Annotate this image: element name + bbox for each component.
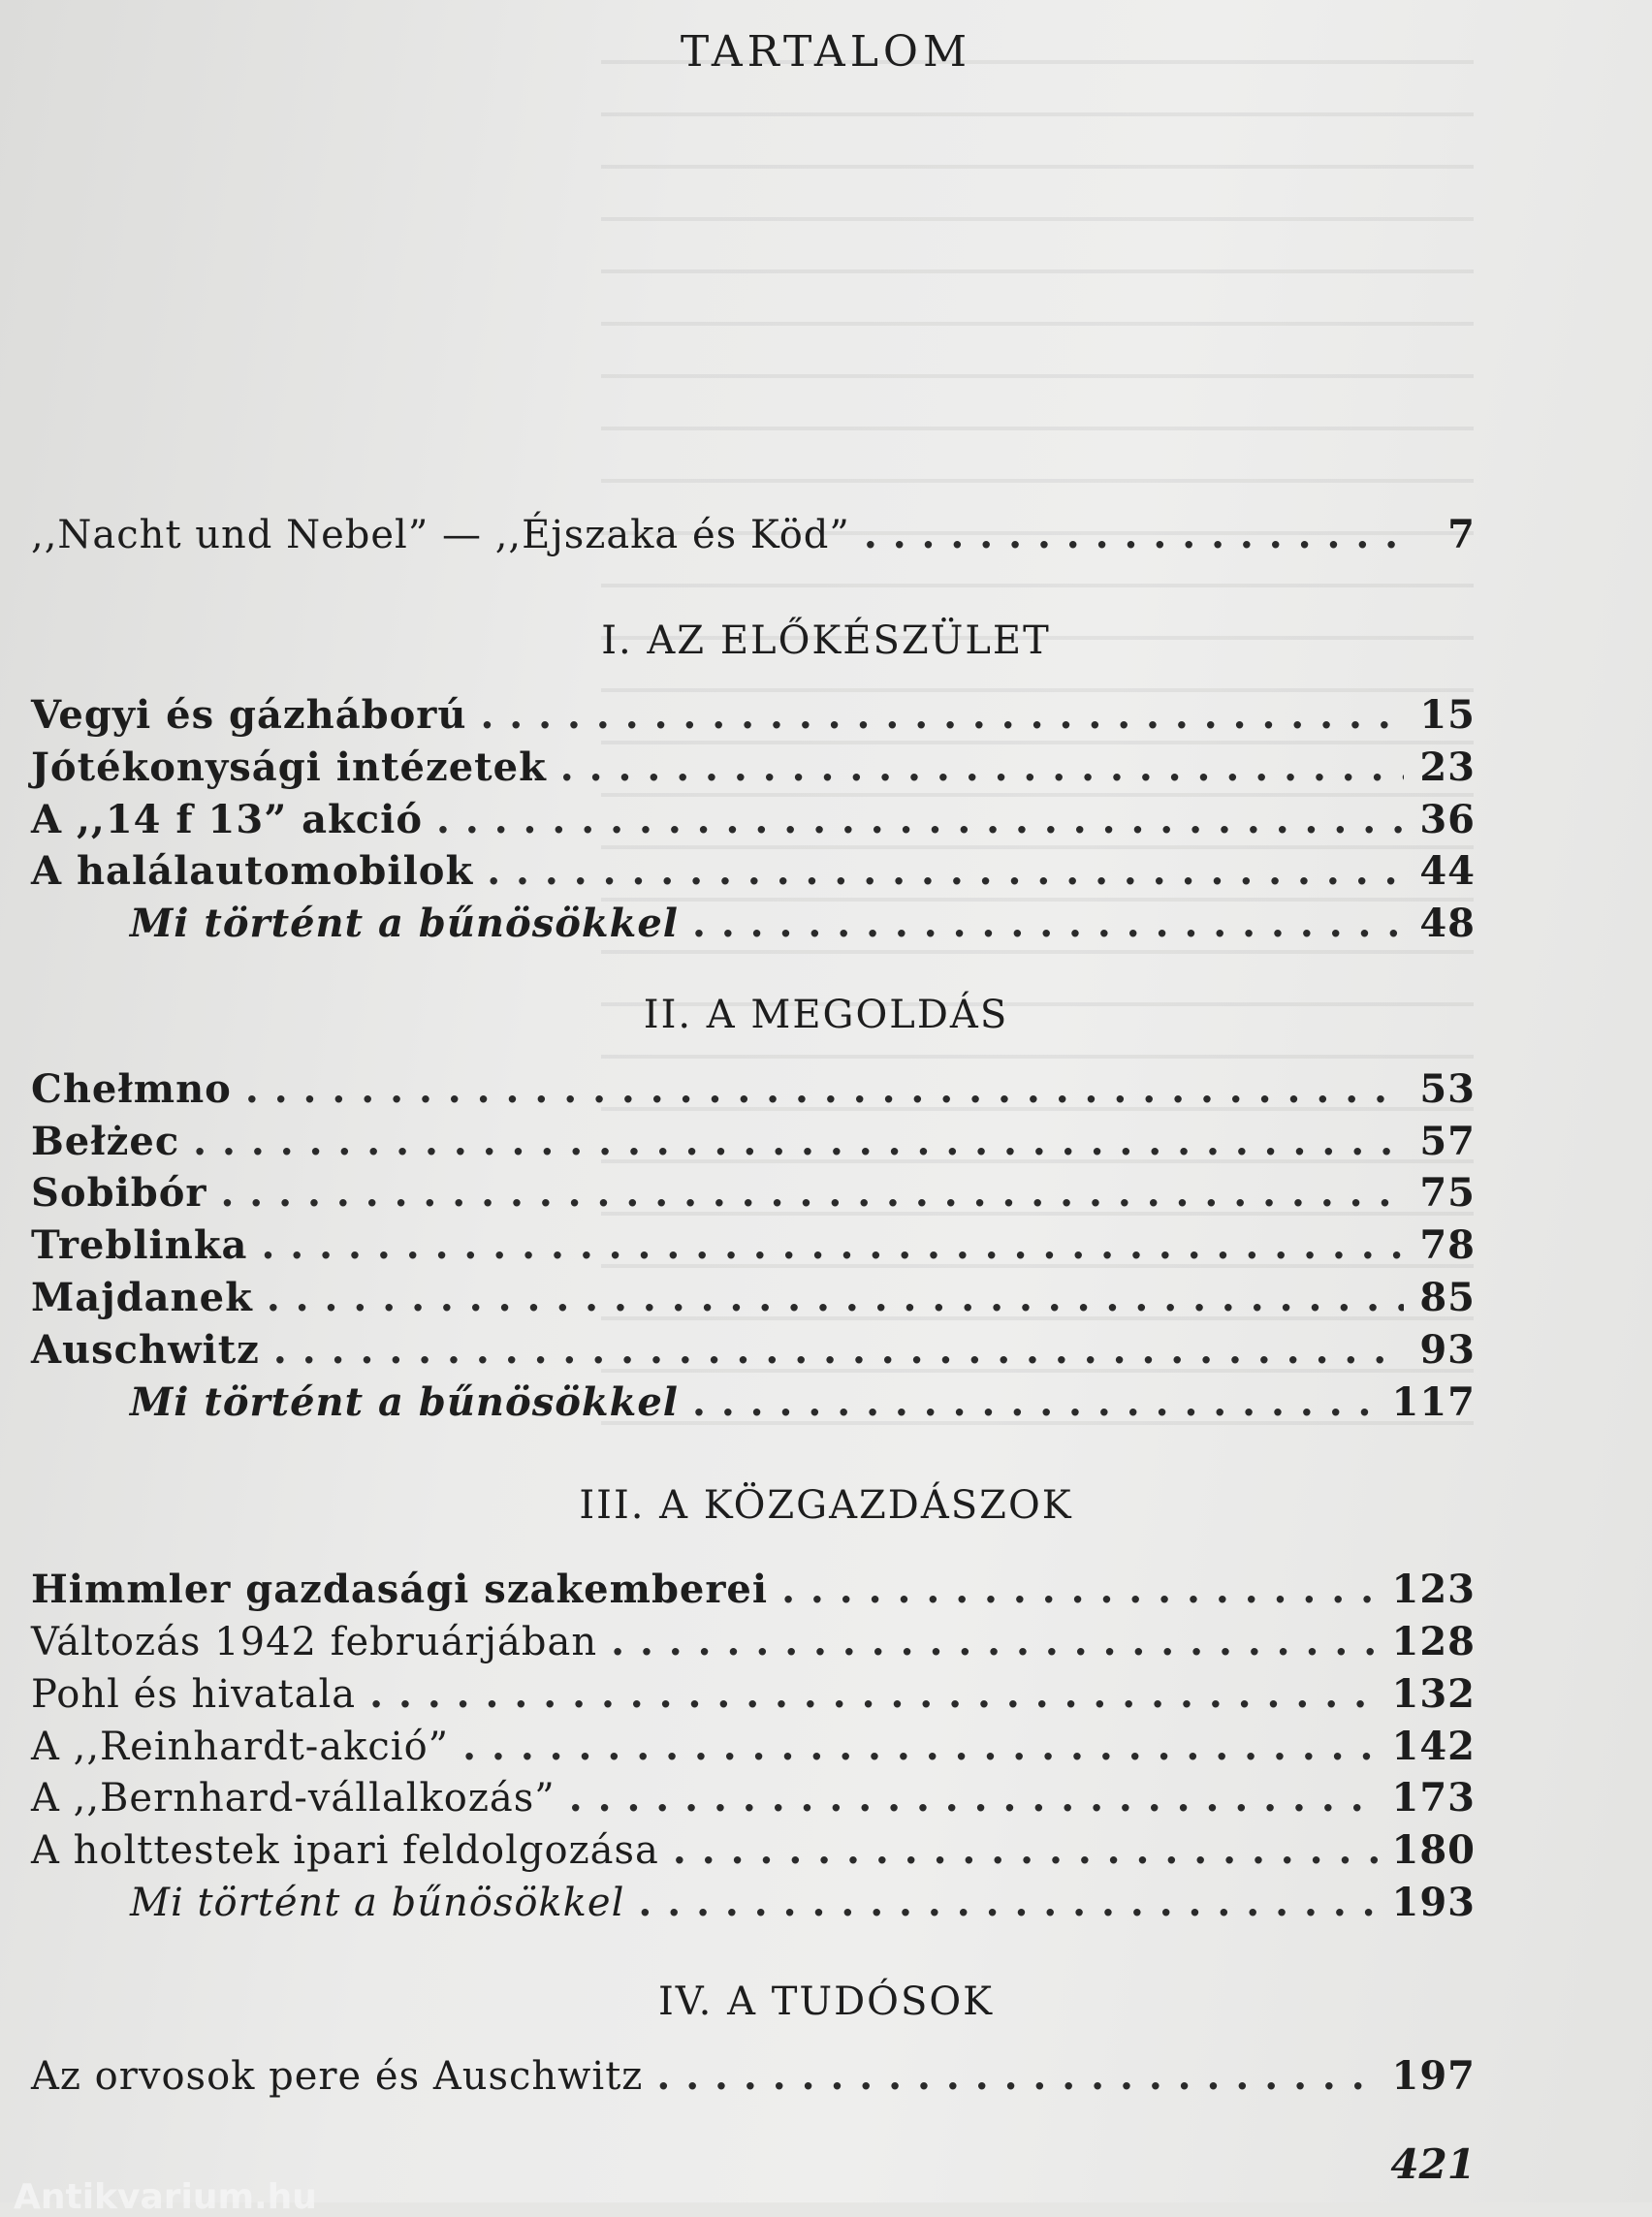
toc-entry (31, 846, 1476, 897)
toc-entry-intro (31, 510, 1476, 560)
toc-entry (31, 743, 1476, 793)
toc-entry (31, 1565, 1476, 1615)
toc-entry-label: Változás 1942 februárjában (31, 1620, 598, 1664)
toc-entry (31, 1773, 1476, 1823)
dot-leader (193, 1117, 1404, 1167)
toc-entry-label: Treblinka (31, 1222, 248, 1268)
toc-entry-label: Vegyi és gázháború (31, 692, 467, 738)
toc-entry (31, 1220, 1476, 1271)
toc-entry-page: 48 (1419, 901, 1476, 946)
section-heading-3: III. A KÖZGAZDÁSZOK (579, 1483, 1073, 1528)
toc-entry-label: A ,,Bernhard-vállalkozás” (31, 1776, 556, 1821)
toc-entry-page: 142 (1391, 1724, 1476, 1769)
toc-entry (31, 1825, 1476, 1876)
toc-entry-page: 193 (1391, 1880, 1476, 1925)
toc-entry-label: Az orvosok pere és Auschwitz (31, 2054, 644, 2099)
page-title: TARTALOM (680, 27, 972, 77)
toc-entry (31, 690, 1476, 741)
toc-entry (31, 1064, 1476, 1115)
dot-leader (692, 899, 1404, 949)
toc-entry-subsection (31, 899, 1476, 949)
dot-leader (487, 846, 1404, 897)
dot-leader (220, 1168, 1404, 1219)
toc-entry-subsection (31, 1878, 1476, 1928)
toc-entry-page: 93 (1419, 1327, 1476, 1373)
toc-entry-label: Mi történt a bűnösökkel (130, 1881, 625, 1925)
toc-entry-label: Sobibór (31, 1170, 207, 1216)
toc-entry-page: 23 (1419, 744, 1476, 790)
toc-entry (31, 2051, 1476, 2102)
dot-leader (261, 1220, 1404, 1271)
dot-leader (864, 510, 1404, 560)
dot-leader (273, 1325, 1404, 1376)
toc-entry-label: A ,,14 f 13” akció (31, 797, 423, 842)
toc-entry-page: 123 (1391, 1567, 1476, 1612)
toc-entry-page: 85 (1419, 1275, 1476, 1320)
toc-entry (31, 1669, 1476, 1720)
toc-entry-label: Himmler gazdasági szakemberei (31, 1567, 769, 1612)
watermark-text: Antikvarium.hu (14, 2177, 317, 2217)
section-heading-2: II. A MEGOLDÁS (643, 993, 1009, 1037)
toc-entry-label: A halálautomobilok (31, 848, 474, 894)
section-heading-4: IV. A TUDÓSOK (657, 1979, 995, 2024)
toc-entry-page: 15 (1419, 692, 1476, 738)
toc-entry (31, 1617, 1476, 1667)
toc-entry (31, 1273, 1476, 1323)
toc-entry (31, 1117, 1476, 1167)
toc-entry-page: 173 (1391, 1775, 1476, 1821)
dot-leader (692, 1378, 1379, 1428)
toc-entry (31, 1325, 1476, 1376)
toc-entry-label: Jótékonysági intézetek (31, 744, 547, 790)
toc-entry-label: Bełżec (31, 1119, 180, 1164)
page-number: 421 (1390, 2140, 1476, 2188)
dot-leader (245, 1064, 1404, 1115)
toc-entry-label: Chełmno (31, 1066, 232, 1112)
toc-entry-page: 132 (1391, 1671, 1476, 1717)
dot-leader (436, 795, 1404, 845)
dot-leader (267, 1273, 1404, 1323)
dot-leader (673, 1825, 1379, 1876)
toc-entry-page: 36 (1419, 797, 1476, 842)
toc-entry (31, 1722, 1476, 1772)
dot-leader (611, 1617, 1378, 1667)
toc-entry-label: Majdanek (31, 1275, 253, 1320)
toc-entry-label: A holttestek ipari feldolgozása (31, 1828, 659, 1873)
toc-entry-page: 117 (1391, 1379, 1476, 1425)
dot-leader (781, 1565, 1378, 1615)
toc-entry-page: 7 (1447, 512, 1476, 557)
toc-entry-page: 75 (1419, 1170, 1476, 1216)
toc-entry-label: ,,Nacht und Nebel” — ,,Éjszaka és Köd” (31, 513, 850, 557)
dot-leader (462, 1722, 1378, 1772)
toc-entry-page: 78 (1419, 1222, 1476, 1268)
dot-leader (569, 1773, 1379, 1823)
toc-entry-page: 197 (1391, 2053, 1476, 2099)
toc-entry-page: 180 (1391, 1827, 1476, 1873)
toc-entry-page: 128 (1391, 1619, 1476, 1664)
toc-entry-label: Auschwitz (31, 1327, 260, 1373)
toc-entry-subsection (31, 1378, 1476, 1428)
toc-entry-page: 44 (1419, 848, 1476, 894)
dot-leader (656, 2051, 1378, 2102)
toc-entry-page: 53 (1419, 1066, 1476, 1112)
toc-entry-page: 57 (1419, 1119, 1476, 1164)
dot-leader (480, 690, 1404, 741)
dot-leader (369, 1669, 1378, 1720)
toc-entry (31, 1168, 1476, 1219)
dot-leader (560, 743, 1404, 793)
toc-entry-label: Mi történt a bűnösökkel (130, 1379, 679, 1425)
toc-entry-label: Pohl és hivatala (31, 1672, 357, 1717)
section-heading-1: I. AZ ELŐKÉSZÜLET (601, 618, 1051, 663)
toc-entry-label: A ,,Reinhardt-akció” (31, 1725, 450, 1769)
dot-leader (638, 1878, 1378, 1928)
toc-entry-label: Mi történt a bűnösökkel (130, 901, 679, 946)
toc-entry (31, 795, 1476, 845)
